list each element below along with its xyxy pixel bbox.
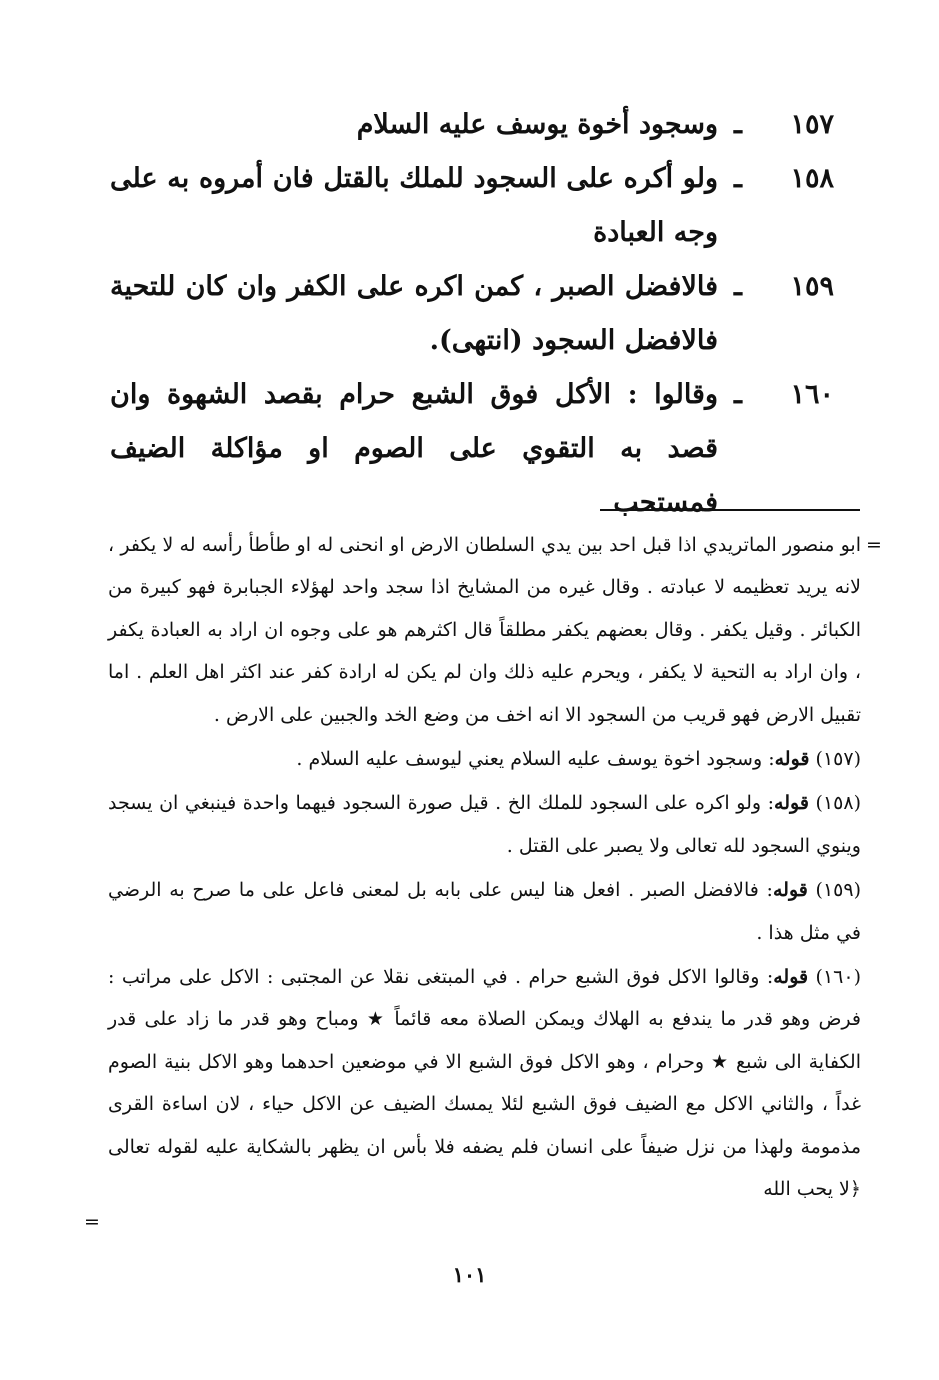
entry-dash: ـ (734, 271, 742, 302)
note-ref: (١٦٠) (815, 966, 861, 989)
entry-text: ولو أكره على السجود للملك بالقتل فان أمروه به على وجه العبادة (110, 163, 718, 248)
entry-dash: ـ (734, 379, 742, 410)
continuation-mark: = (866, 534, 882, 556)
entry-158 (110, 152, 834, 260)
note-160 (108, 956, 861, 1210)
note-ref: (١٥٨) (815, 792, 861, 815)
entry-number: ١٦٠ (790, 379, 834, 410)
entry-160 (110, 368, 834, 530)
entry-number: ١٥٨ (790, 163, 834, 194)
footnote-separator (600, 509, 860, 511)
entry-157 (110, 98, 834, 152)
entry-text: وسجود أخوة يوسف عليه السلام (356, 109, 718, 140)
note-157 (108, 738, 861, 780)
entry-text: فالافضل الصبر ، كمن اكره على الكفر وان كان للتحية فالافضل السجود (انتهى). (110, 271, 718, 356)
entry-number: ١٥٧ (790, 109, 834, 140)
note-lead: قوله (773, 966, 809, 989)
note-ref: (١٥٩) (815, 879, 861, 902)
end-continuation-mark: = (84, 1211, 100, 1233)
entry-text: وقالوا : الأكل فوق الشبع حرام بقصد الشهوة وان قصد به التقوي على الصوم او مؤاكلة الضيف فمستحب (110, 379, 718, 518)
note-lead: قوله (772, 879, 808, 902)
note-lead: قوله (774, 748, 810, 771)
note-text: : ولو اكره على السجود للملك الخ . قيل صورة السجود فيهما واحدة فينبغي ان يسجد وينوي السجود لله تعالى ولا يصبر على القتل . (108, 792, 861, 857)
main-text (110, 98, 834, 530)
note-text: : فالافضل الصبر . افعل هنا ليس على بابه بل لمعنى فاعل على ما صرح به الرضي في مثل هذا . (108, 879, 861, 944)
note-159 (108, 869, 861, 954)
entry-dash: ـ (734, 163, 742, 194)
note-text: : وسجود اخوة يوسف عليه السلام يعني ليوسف عليه السلام . (296, 748, 775, 771)
note-158 (108, 782, 861, 867)
note-text: : وقالوا الاكل فوق الشبع حرام . في المبتغى نقلا عن المجتبى : الاكل على مراتب : فرض وهو قدر ما يندفع به الهلاك ويمكن الصلاة معه قائماً ★ ومباح وهو قدر ما زاد على قدر الكفاية الى شبع ★ وحرام ، وهو الاكل فوق الشبع الا في موضعين احدهما وهو الاكل بنية الصوم غداً ، والثاني الاكل مع الضيف فوق الشبع لئلا يمسك الضيف عن الاكل حياء ، لان اساءة القرى مذمومة ولهذا من نزل ضيفاً على انسان فلم يضفه فلا بأس ان يظهر بالشكاية عليه لقوله تعالى ﴿لا يحب الله (108, 966, 861, 1201)
entry-number: ١٥٩ (790, 271, 834, 302)
page-number: ١٠١ (452, 1262, 487, 1287)
entry-dash: ـ (734, 109, 742, 140)
note-ref: (١٥٧) (815, 748, 861, 771)
note-lead: قوله (774, 792, 809, 815)
commentary (108, 524, 861, 1211)
commentary-intro: ابو منصور الماتريدي اذا قبل احد بين يدي السلطان الارض او انحنى له او طأطأ رأسه له لا يكفر ، لانه يريد تعظيمه لا عبادته . وقال غيره من المشايخ اذا سجد واحد لهؤلاء الجبابرة فهو كبيرة من الكبائر . وقيل يكفر . وقال بعضهم يكفر مطلقاً قال اكثرهم هو على وجوه ان اراد به العبادة يكفر ، وان اراد به التحية لا يكفر ، ويحرم عليه ذلك وان لم يكن له ارادة كفر عند اكثر اهل العلم . اما تقبيل الارض فهو قريب من السجود الا انه اخف من وضع الخد والجبين على الارض . (108, 534, 861, 726)
entry-159 (110, 260, 834, 368)
